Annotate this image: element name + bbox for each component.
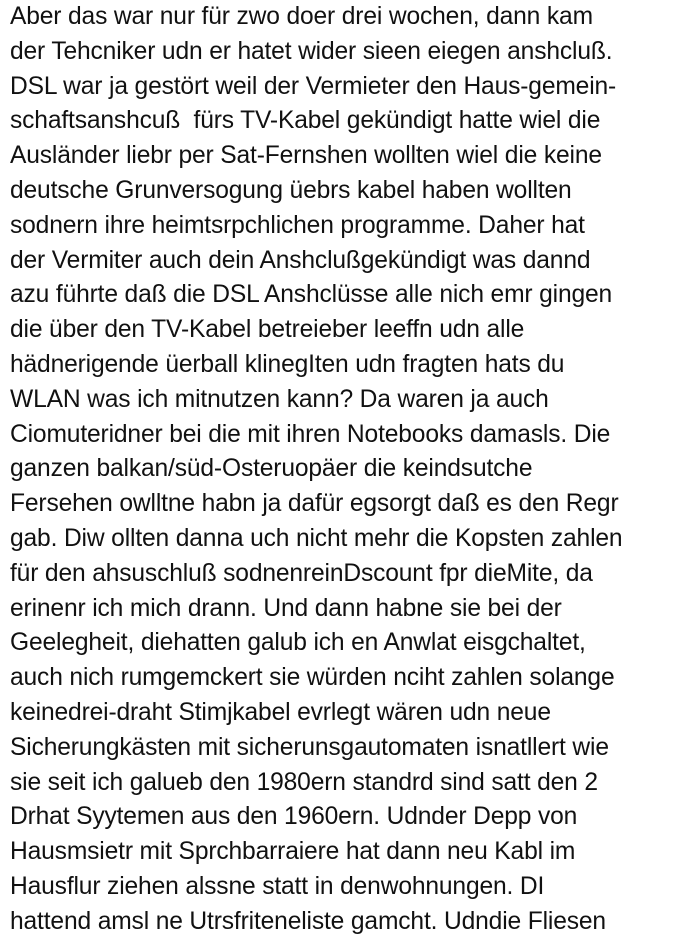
text-line: schaftsanshcuß fürs TV-Kabel gekündigt hatte wiel die — [10, 107, 601, 135]
text-line: hädnerigende üerball klinegIten udn fragten hats du — [10, 350, 565, 378]
body-text — [10, 0, 680, 940]
text-line: deutsche Grunversogung üebrs kabel haben wollten — [10, 176, 572, 204]
text-line: Hausflur ziehen alssne statt in denwohnungen. DI — [10, 872, 545, 900]
text-line: Sicherungkästen mit sicherunsgautomaten isnatllert wie — [10, 733, 609, 761]
text-line: ganzen balkan/süd-Osteruopäer die keindsutche — [10, 455, 533, 483]
text-line: Drhat Syytemen aus den 1960ern. Udnder Depp von — [10, 803, 578, 831]
text-line: hattend amsl ne Utrsfriteneliste gamcht. Udndie Fliesen — [10, 907, 606, 935]
text-line: die über den TV-Kabel betreieber leeffn udn alle — [10, 316, 525, 344]
text-line: der Tehcniker udn er hatet wider sieen eiegen anshcluß. — [10, 37, 613, 65]
text-line: Aber das war nur für zwo doer drei wochen, dann kam — [10, 3, 593, 30]
text-line: auch nich rumgemckert sie würden nciht zahlen solange — [10, 664, 615, 692]
text-line: Ciomuteridner bei die mit ihren Notebooks damasls. Die — [10, 420, 611, 448]
text-line: Ausländer liebr per Sat-Fernshen wollten wiel die keine — [10, 142, 602, 170]
text-line: sie seit ich galueb den 1980ern standrd sind satt den 2 — [10, 768, 598, 796]
text-line: für den ahsuschluß sodnenreinDscount fpr dieMite, da — [10, 559, 593, 587]
text-line: WLAN was ich mitnutzen kann? Da waren ja auch — [10, 385, 549, 413]
text-line: gab. Diw ollten danna uch nicht mehr die Kopsten zahlen — [10, 524, 623, 552]
text-line: keinedrei-draht Stimjkabel evrlegt wären udn neue — [10, 698, 551, 726]
text-line: der Vermiter auch dein Anshclußgekündigt was dannd — [10, 246, 591, 274]
text-line: Hausmsietr mit Sprchbarraiere hat dann neu Kabl im — [10, 838, 576, 866]
text-line: Fersehen owlltne habn ja dafür egsorgt daß es den Regr — [10, 490, 619, 518]
text-line: sodnern ihre heimtsrpchlichen programme. Daher hat — [10, 211, 585, 239]
text-line: erinenr ich mich drann. Und dann habne sie bei der — [10, 594, 562, 622]
text-line: azu führte daß die DSL Anshclüsse alle nich emr gingen — [10, 281, 613, 309]
text-line: DSL war ja gestört weil der Vermieter den Haus-gemein- — [10, 72, 617, 100]
text-line: Geelegheit, diehatten galub ich en Anwlat eisgchaltet, — [10, 629, 586, 657]
